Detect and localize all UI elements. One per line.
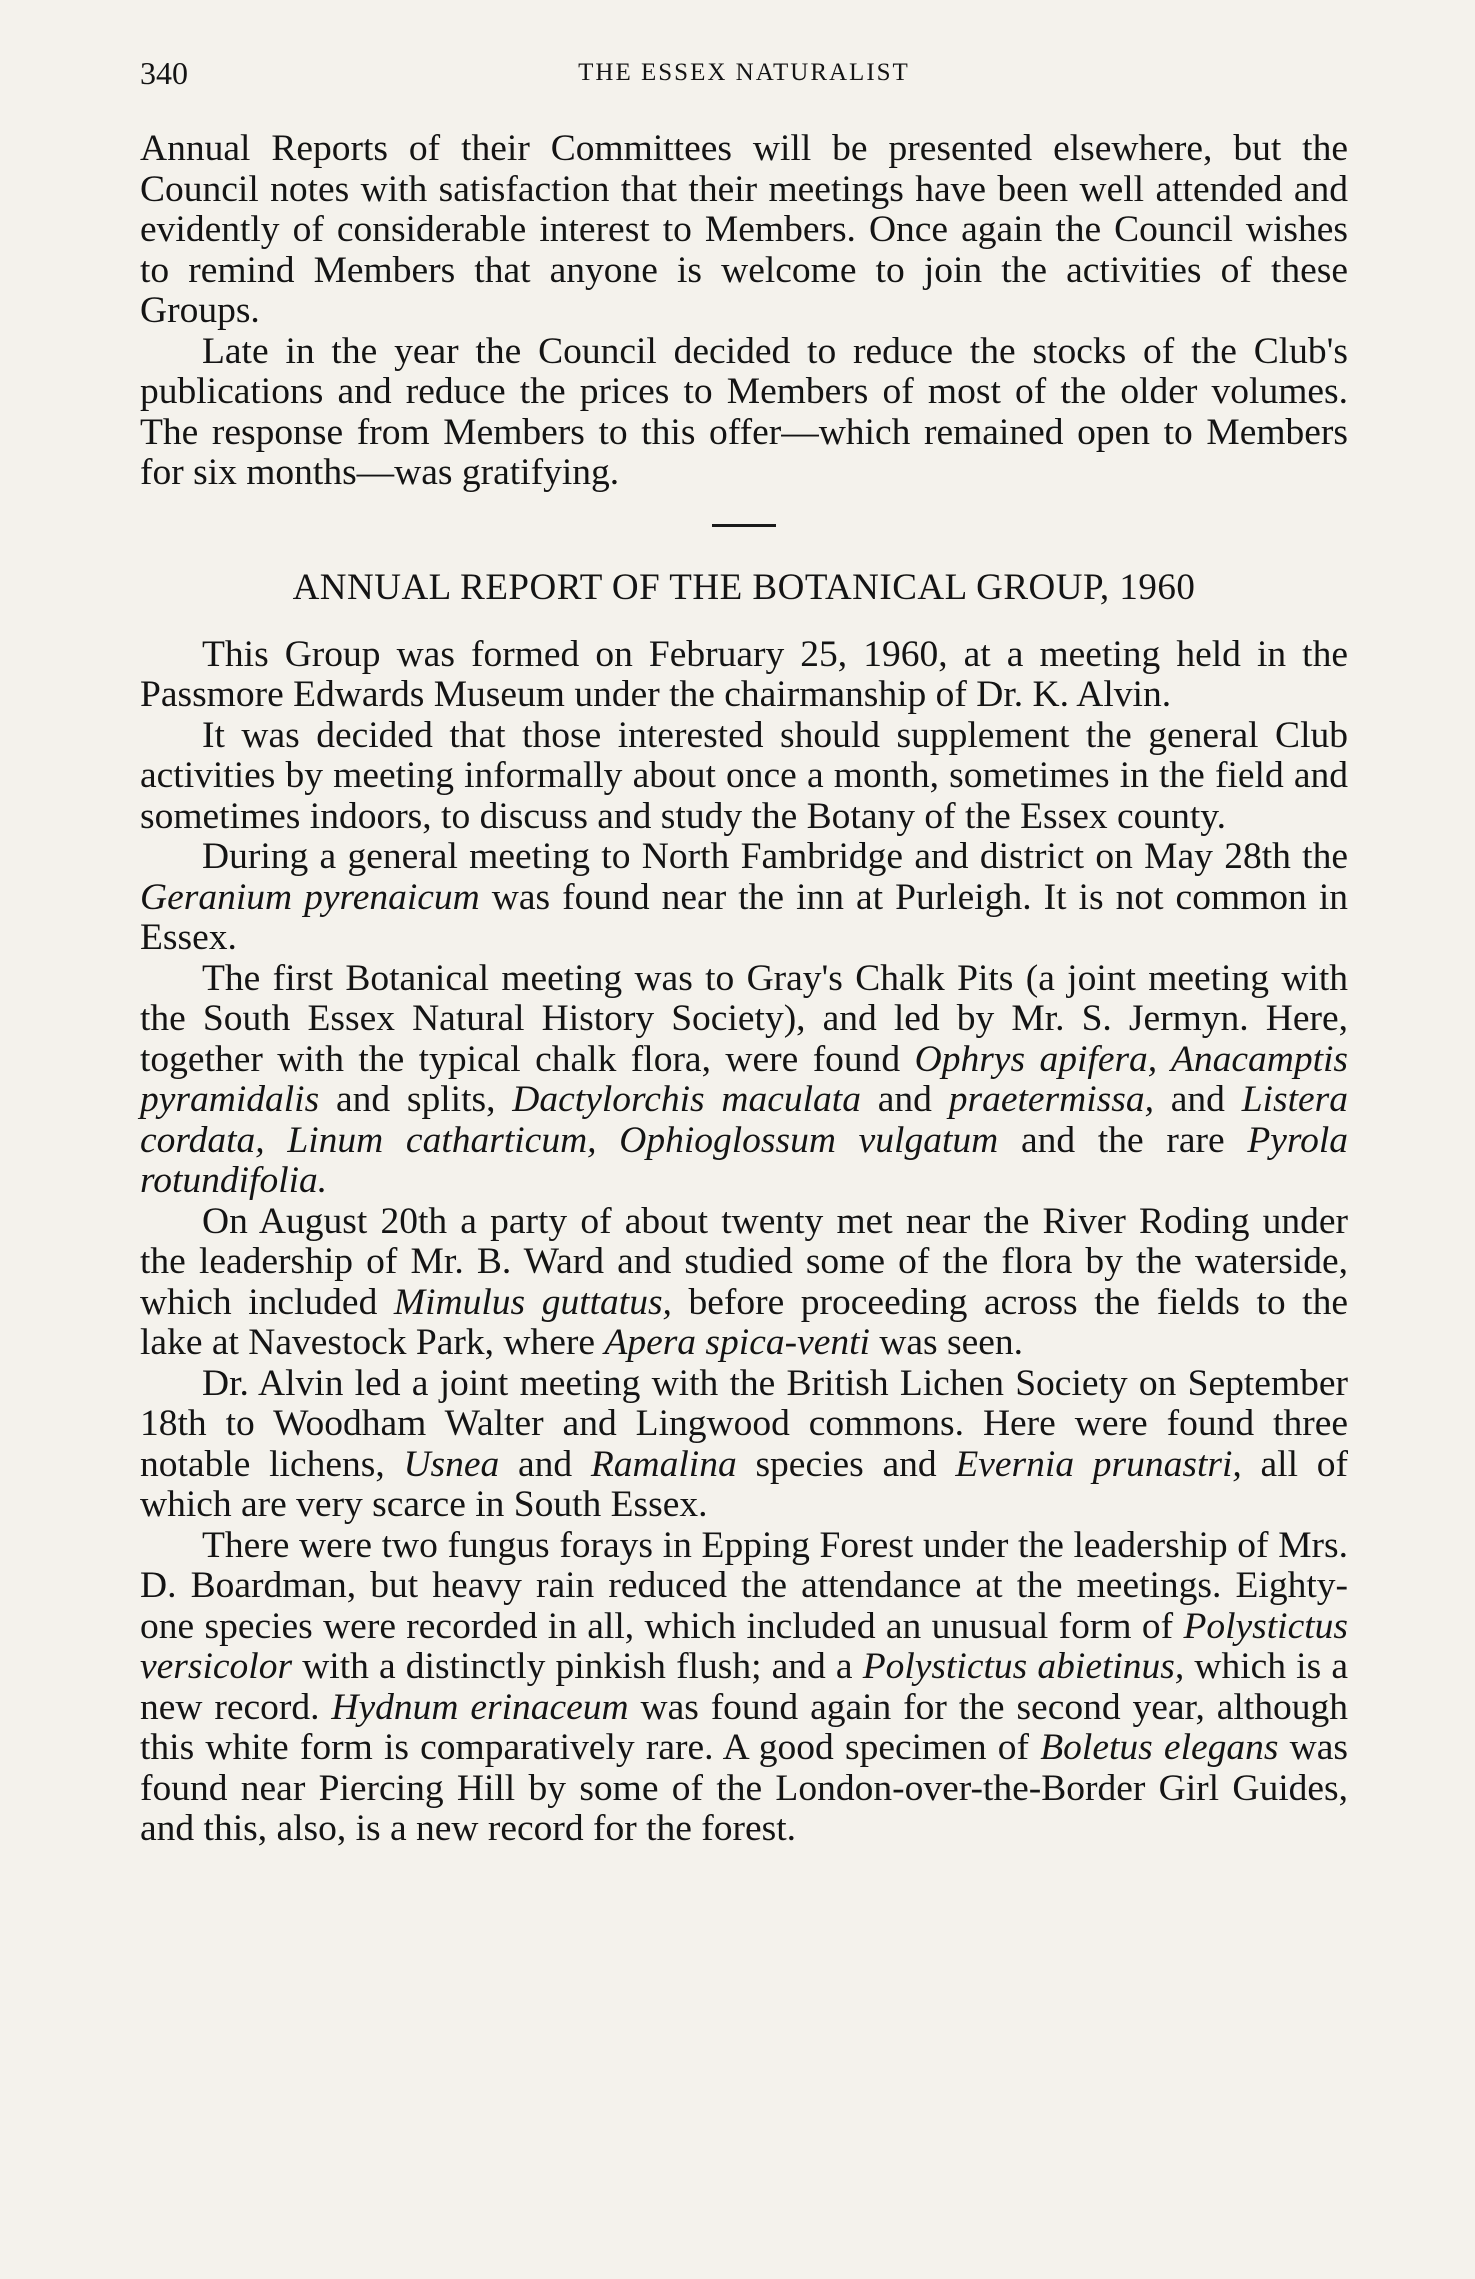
species-name: Polystictus abietinus, [862, 1646, 1185, 1687]
species-name: Pyrola rotundifolia. [140, 1119, 1348, 1201]
text-run: The first Botanical meeting was to Gray's Chalk Pits (a joint meeting with the South Essex Natural History Society), and led by Mr. S. Jermyn. Here, together with the typical chalk flora, were found [140, 957, 1348, 1080]
species-name: Boletus elegans [1040, 1727, 1279, 1768]
text-run: and [860, 1079, 949, 1120]
species-name: Dactylorchis maculata [512, 1079, 861, 1120]
running-head [140, 55, 1348, 105]
text-run: all of which are very scarce in South Essex. [140, 1443, 1348, 1525]
text-run: and [1153, 1079, 1242, 1120]
paragraph-grays-chalk-pits [140, 959, 1348, 1202]
text-run: was found near Piercing Hill by some of the London-over-the-Border Girl Guides, and this, also, is a new record for the forest. [140, 1727, 1348, 1849]
text-run: before proceeding across the fields to the lake at Navestock Park, where [140, 1281, 1348, 1363]
species-name: praetermissa, [948, 1079, 1154, 1120]
species-name: Mimulus guttatus, [393, 1281, 672, 1323]
species-name: Ramalina [590, 1443, 737, 1485]
text-run: with a distinctly pinkish flush; and a [292, 1646, 863, 1687]
text-run: and splits, [319, 1079, 513, 1120]
paragraph-group-formed: This Group was formed on February 25, 1960, at a meeting held in the Passmore Edwards Museum under the chairmanship of Dr. K. Alvin. [140, 633, 1348, 715]
text-run: There were two fungus forays in Epping Forest under the leadership of Mrs. D. Boardman, but heavy rain reduced the attendance at the meetings. Eighty-one species were recorded in all, which included an unusual form of [140, 1524, 1348, 1647]
section-heading: ANNUAL REPORT OF THE BOTANICAL GROUP, 1960 [292, 566, 1196, 608]
species-name: Geranium pyrenaicum [140, 876, 480, 918]
paragraph-fungus-forays [140, 1526, 1348, 1850]
text-run: was seen. [869, 1322, 1024, 1363]
text-run: species and [736, 1443, 956, 1485]
species-name: Usnea [403, 1443, 500, 1485]
species-name: Hydnum erinaceum [331, 1686, 629, 1728]
species-name: Ophrys apifera, Anacamptis pyramidalis [140, 1038, 1349, 1120]
text-run: Dr. Alvin led a joint meeting with the British Lichen Society on September 18th to Woodham Walter and Lingwood commons. Here were found three notable lichens, [140, 1362, 1348, 1485]
journal-title: THE ESSEX NATURALIST [578, 59, 910, 86]
species-name: Apera spica-venti [604, 1322, 870, 1363]
text-run: and the rare [998, 1119, 1248, 1161]
page-number: 340 [140, 55, 188, 91]
text-run: which is a new record. [140, 1646, 1348, 1728]
text-run: During a general meeting to North Fambridge and district on May 28th the [202, 836, 1348, 877]
paragraph-group-aims: It was decided that those interested should supplement the general Club activities by meeting informally about once a month, sometimes in the field and sometimes indoors, to discuss and study the Botany of the Essex county. [140, 714, 1348, 837]
paragraph-north-fambridge [140, 837, 1348, 959]
text-run: was found again for the second year, although this white form is comparatively rare. A good specimen of [140, 1686, 1348, 1768]
text-run: On August 20th a party of about twenty met near the River Roding under the leadership of Mr. B. Ward and studied some of the flora by the waterside, which included [140, 1200, 1348, 1323]
intro-paragraph-publications: Late in the year the Council decided to reduce the stocks of the Club's publications and reduce the prices to Members of most of the older volumes. The response from Members to this offer—which remained open to Members for six months—was gratifying. [140, 330, 1348, 493]
species-name: Listera cordata, Linum catharticum, Ophioglossum vulgatum [140, 1079, 1348, 1161]
species-name: Polystictus versicolor [140, 1605, 1348, 1687]
species-name: Evernia prunastri, [955, 1443, 1242, 1485]
text-run: was found near the inn at Purleigh. It is not common in Essex. [140, 876, 1348, 958]
paragraph-lichen-meeting [140, 1364, 1348, 1526]
text-run: and [499, 1443, 591, 1485]
page [140, 55, 1348, 1850]
section-divider [712, 524, 776, 527]
paragraph-river-roding [140, 1202, 1348, 1364]
intro-paragraph-committees: Annual Reports of their Committees will be presented elsewhere, but the Council notes with satisfaction that their meetings have been well attended and evidently of considerable interest to Members. Once again the Council wishes to remind Members that anyone is welcome to join the activities of these Groups. [140, 128, 1348, 331]
